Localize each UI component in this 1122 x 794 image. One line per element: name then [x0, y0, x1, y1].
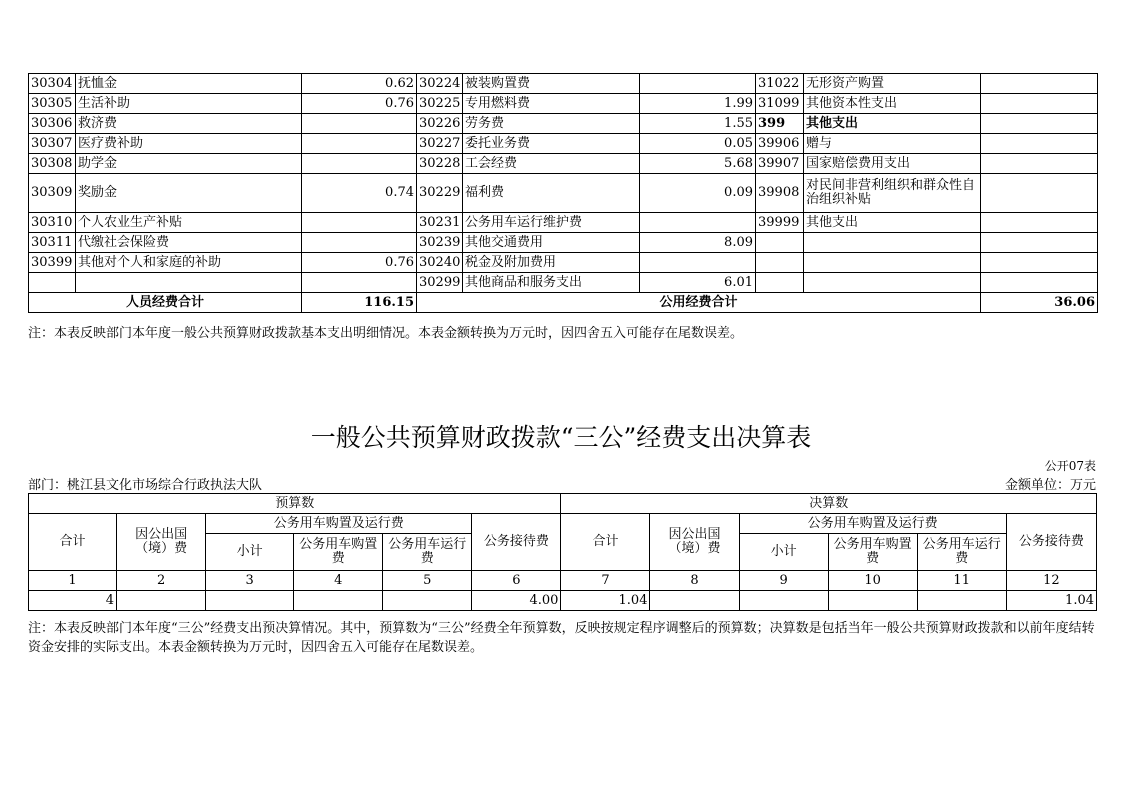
budget-reception-header: 公务接待费 — [472, 514, 561, 571]
cell-amount1 — [302, 213, 417, 233]
cell-name1: 奖励金 — [76, 174, 302, 213]
cell-code2: 30227 — [417, 134, 463, 154]
value-cell — [294, 591, 383, 611]
cell-code3: 39907 — [756, 154, 804, 174]
cell-amount3 — [981, 253, 1098, 273]
cell-amount2: 5.68 — [640, 154, 756, 174]
cell-amount1 — [302, 154, 417, 174]
column-number: 8 — [650, 571, 739, 591]
cell-amount2: 0.09 — [640, 174, 756, 213]
cell-code2: 30229 — [417, 174, 463, 213]
cell-amount2: 1.55 — [640, 114, 756, 134]
value-cell — [739, 591, 828, 611]
cell-code3: 39908 — [756, 174, 804, 213]
cell-amount3 — [981, 94, 1098, 114]
department-label: 部门：桃江县文化市场综合行政执法大队 — [28, 478, 263, 493]
cell-code3: 399 — [756, 114, 804, 134]
column-number: 12 — [1006, 571, 1096, 591]
value-cell: 4.00 — [472, 591, 561, 611]
cell-amount1 — [302, 273, 417, 293]
table-row — [29, 134, 1098, 154]
table-row — [29, 114, 1098, 134]
cell-code1: 30310 — [29, 213, 76, 233]
table-row — [29, 213, 1098, 233]
budget-total-header: 合计 — [29, 514, 117, 571]
column-number: 10 — [828, 571, 917, 591]
cell-name1: 助学金 — [76, 154, 302, 174]
cell-code3: 31022 — [756, 74, 804, 94]
cell-code1: 30304 — [29, 74, 76, 94]
cell-code1 — [29, 273, 76, 293]
cell-code3 — [756, 253, 804, 273]
cell-name3: 无形资产购置 — [804, 74, 981, 94]
group-header-row — [29, 494, 1097, 514]
cell-name2: 公务用车运行维护费 — [463, 213, 640, 233]
column-number: 2 — [117, 571, 206, 591]
final-total-header: 合计 — [561, 514, 650, 571]
value-cell — [828, 591, 917, 611]
cell-name1: 其他对个人和家庭的补助 — [76, 253, 302, 273]
column-number-row — [29, 571, 1097, 591]
cell-code3: 31099 — [756, 94, 804, 114]
value-cell: 4 — [29, 591, 117, 611]
total-personnel-value: 116.15 — [302, 293, 417, 313]
final-purchase-header: 公务用车购置费 — [828, 534, 917, 571]
final-group-header: 决算数 — [561, 494, 1097, 514]
cell-name3: 其他资本性支出 — [804, 94, 981, 114]
column-number: 4 — [294, 571, 383, 591]
value-cell: 1.04 — [561, 591, 650, 611]
table-row — [29, 233, 1098, 253]
cell-name2: 劳务费 — [463, 114, 640, 134]
column-number: 5 — [383, 571, 472, 591]
cell-code1: 30311 — [29, 233, 76, 253]
cell-amount1: 0.76 — [302, 94, 417, 114]
cell-name3: 对民间非营利组织和群众性自治组织补贴 — [804, 174, 981, 213]
budget-abroad-header: 因公出国（境）费 — [117, 514, 206, 571]
cell-code3: 39906 — [756, 134, 804, 154]
cell-name1: 生活补助 — [76, 94, 302, 114]
total-public-label: 公用经费合计 — [417, 293, 981, 313]
budget-vehicle-header: 公务用车购置及运行费 — [206, 514, 472, 534]
cell-amount1: 0.74 — [302, 174, 417, 213]
table-row — [29, 154, 1098, 174]
cell-name2: 被装购置费 — [463, 74, 640, 94]
cell-amount3 — [981, 233, 1098, 253]
table-row — [29, 273, 1098, 293]
cell-name3: 国家赔偿费用支出 — [804, 154, 981, 174]
cell-name2: 专用燃料费 — [463, 94, 640, 114]
table-row — [29, 74, 1098, 94]
cell-name1: 抚恤金 — [76, 74, 302, 94]
cell-name3: 其他支出 — [804, 213, 981, 233]
cell-code3 — [756, 273, 804, 293]
cell-code2: 30224 — [417, 74, 463, 94]
value-cell — [117, 591, 206, 611]
amount-unit-label: 金额单位：万元 — [1004, 478, 1096, 493]
cell-amount2 — [640, 253, 756, 273]
cell-code1: 30309 — [29, 174, 76, 213]
cell-amount2 — [640, 74, 756, 94]
final-subtotal-header: 小计 — [739, 534, 828, 571]
final-operation-header: 公务用车运行费 — [917, 534, 1006, 571]
cell-name2: 委托业务费 — [463, 134, 640, 154]
detail-table-note: 注：本表反映部门本年度一般公共预算财政拨款基本支出明细情况。本表金额转换为万元时，因四舍五入可能存在尾数误差。 — [28, 326, 744, 341]
cell-code2: 30228 — [417, 154, 463, 174]
cell-code3 — [756, 233, 804, 253]
cell-code2: 30225 — [417, 94, 463, 114]
value-cell — [383, 591, 472, 611]
value-row — [29, 591, 1097, 611]
cell-name1: 代缴社会保险费 — [76, 233, 302, 253]
final-abroad-header: 因公出国（境）费 — [650, 514, 739, 571]
three-public-expense-table — [28, 493, 1097, 611]
budget-operation-header: 公务用车运行费 — [383, 534, 472, 571]
total-public-value: 36.06 — [981, 293, 1098, 313]
totals-row — [29, 293, 1098, 313]
cell-amount3 — [981, 273, 1098, 293]
cell-amount3 — [981, 174, 1098, 213]
three-public-table-note: 注：本表反映部门本年度“三公”经费支出预决算情况。其中，预算数为“三公”经费全年预算数，反映按规定程序调整后的预算数；决算数是包括当年一般公共预算财政拨款和以前年度结转资金安排的实际支出。本表金额转换为万元时，因四舍五入可能存在尾数误差。 — [28, 621, 1095, 655]
table-row — [29, 94, 1098, 114]
cell-name3: 其他支出 — [804, 114, 981, 134]
column-number: 9 — [739, 571, 828, 591]
budget-purchase-header: 公务用车购置费 — [294, 534, 383, 571]
cell-name1: 个人农业生产补贴 — [76, 213, 302, 233]
table-row — [29, 174, 1098, 213]
value-cell — [917, 591, 1006, 611]
cell-name3: 赠与 — [804, 134, 981, 154]
cell-amount1 — [302, 233, 417, 253]
cell-amount1: 0.76 — [302, 253, 417, 273]
cell-amount1: 0.62 — [302, 74, 417, 94]
cell-name1: 救济费 — [76, 114, 302, 134]
page-title: 一般公共预算财政拨款“三公”经费支出决算表 — [310, 423, 812, 452]
cell-amount3 — [981, 154, 1098, 174]
cell-code2: 30231 — [417, 213, 463, 233]
column-number: 6 — [472, 571, 561, 591]
budget-subtotal-header: 小计 — [206, 534, 294, 571]
cell-code1: 30399 — [29, 253, 76, 273]
cell-name3 — [804, 253, 981, 273]
cell-name2: 福利费 — [463, 174, 640, 213]
cell-amount3 — [981, 74, 1098, 94]
cell-amount2 — [640, 213, 756, 233]
cell-amount2: 8.09 — [640, 233, 756, 253]
value-cell — [206, 591, 294, 611]
cell-code2: 30299 — [417, 273, 463, 293]
cell-code2: 30239 — [417, 233, 463, 253]
table-row — [29, 253, 1098, 273]
total-personnel-label: 人员经费合计 — [29, 293, 302, 313]
final-vehicle-header: 公务用车购置及运行费 — [739, 514, 1006, 534]
cell-amount1 — [302, 134, 417, 154]
budget-group-header: 预算数 — [29, 494, 561, 514]
cell-code1: 30308 — [29, 154, 76, 174]
form-code: 公开07表 — [1044, 459, 1096, 473]
cell-amount2: 1.99 — [640, 94, 756, 114]
cell-name2: 其他交通费用 — [463, 233, 640, 253]
cell-code2: 30226 — [417, 114, 463, 134]
cell-amount2: 0.05 — [640, 134, 756, 154]
cell-name3 — [804, 273, 981, 293]
cell-amount1 — [302, 114, 417, 134]
cell-code3: 39999 — [756, 213, 804, 233]
cell-code1: 30306 — [29, 114, 76, 134]
cell-name1 — [76, 273, 302, 293]
value-cell: 1.04 — [1006, 591, 1096, 611]
cell-amount3 — [981, 134, 1098, 154]
cell-name2: 税金及附加费用 — [463, 253, 640, 273]
column-number: 1 — [29, 571, 117, 591]
cell-code1: 30307 — [29, 134, 76, 154]
cell-name2: 工会经费 — [463, 154, 640, 174]
cell-code1: 30305 — [29, 94, 76, 114]
column-number: 7 — [561, 571, 650, 591]
column-number: 11 — [917, 571, 1006, 591]
cell-name2: 其他商品和服务支出 — [463, 273, 640, 293]
cell-amount2: 6.01 — [640, 273, 756, 293]
cell-amount3 — [981, 213, 1098, 233]
cell-amount3 — [981, 114, 1098, 134]
column-number: 3 — [206, 571, 294, 591]
cell-code2: 30240 — [417, 253, 463, 273]
cell-name3 — [804, 233, 981, 253]
final-reception-header: 公务接待费 — [1006, 514, 1096, 571]
header-row-1 — [29, 514, 1097, 534]
basic-expenditure-detail-table — [28, 73, 1098, 313]
cell-name1: 医疗费补助 — [76, 134, 302, 154]
value-cell — [650, 591, 739, 611]
